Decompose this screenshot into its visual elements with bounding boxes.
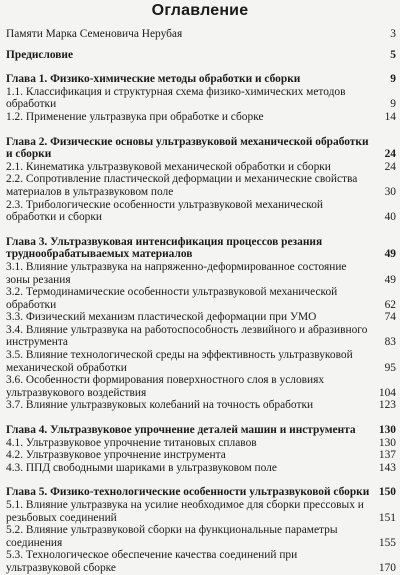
toc-entry-text: Предисловие: [6, 48, 74, 61]
toc-page-number: 9: [390, 73, 396, 86]
toc-entry-text: 5.3. Технологическое обеспечение качества соединений при ультразвуковой сборке: [6, 549, 298, 574]
toc-entry-chapter-5: [6, 486, 396, 499]
toc-page-number: 130: [378, 424, 396, 437]
toc-entry-text: Глава 4. Ультразвуковое упрочнение деталей машин и инструмента: [6, 424, 356, 437]
spacer: [6, 41, 396, 49]
spacer: [6, 412, 396, 424]
toc-page-number: 170: [378, 561, 396, 574]
toc-entry-text: 3.7. Влияние ультразвуковых колебаний на точность обработки: [6, 399, 314, 412]
toc-entry-text: 2.1. Кинематика ультразвуковой механической обработки и сборки: [6, 160, 331, 173]
toc-entry-section-3-3: [6, 311, 396, 324]
toc-entry-text: 3.2. Термодинамические особенности ультразвуковой механической обработки: [6, 286, 338, 311]
toc-entry-text: 5.1. Влияние ультразвука на усилие необходимое для сборки прессовых и резьбовых соединений: [6, 499, 364, 524]
toc-page-number: 137: [378, 449, 396, 462]
toc-page-number: 24: [384, 148, 396, 161]
toc-entry-text: 2.3. Трибологические особенности ультразвуковой механической обработки и сборки: [6, 198, 324, 224]
toc-entry-text: 4.1. Ультразвуковое упрочнение титановых сплавов: [6, 436, 257, 449]
toc-entry-section-5-3: [6, 549, 396, 574]
toc-entry-text: Глава 2. Физические основы ультразвуковой механической обработки и сборки: [6, 135, 369, 161]
toc-entry-section-1-2: [6, 111, 396, 124]
page-title: Оглавление: [151, 2, 249, 19]
toc-page-number: 130: [378, 436, 396, 449]
toc-page-number: 14: [384, 110, 396, 123]
toc-page-number: 24: [384, 160, 396, 173]
toc-entry-section-5-2: [6, 524, 396, 549]
toc-entry-text: 1.2. Применение ультразвука при обработке и сборке: [6, 110, 264, 123]
toc-page-number: 123: [378, 399, 396, 412]
spacer: [6, 61, 396, 73]
toc-entry-memorial: [6, 28, 396, 41]
toc-entry-text: 4.2. Ультразвуковое упрочнение инструмента: [6, 449, 226, 462]
toc-entry-text: Глава 5. Физико-технологические особенности ультразвуковой сборки: [6, 486, 370, 499]
spacer: [6, 124, 396, 136]
toc-page-number: 95: [384, 361, 396, 374]
toc-entry-chapter-2: [6, 136, 396, 161]
toc-entry-section-3-1: [6, 261, 396, 286]
toc-page-number: 5: [390, 48, 396, 61]
toc-entry-section-2-2: [6, 173, 396, 198]
toc-entry-text: 1.1. Классификация и структурная схема физико-химических методов обработки: [6, 85, 346, 111]
toc-page-number: 62: [384, 298, 396, 311]
toc-page-number: 49: [384, 273, 396, 286]
toc-page-number: 40: [384, 211, 396, 224]
toc-entry-text: 5.2. Влияние ультразвуковой сборки на функциональные параметры соединения: [6, 524, 338, 549]
toc-entry-text: 3.1. Влияние ультразвука на напряженно-деформированное состояние зоны резания: [6, 260, 347, 286]
toc-page-number: 74: [384, 311, 396, 324]
spacer: [6, 224, 396, 236]
toc-page-number: 3: [390, 28, 396, 40]
toc-entry-section-4-1: [6, 437, 396, 450]
toc-entry-chapter-1: [6, 73, 396, 86]
toc-entry-text: Глава 3. Ультразвуковая интенсификация процессов резания труднообрабатываемых материалов: [6, 235, 323, 261]
toc-page-number: 155: [378, 536, 396, 549]
toc-page-number: 150: [378, 486, 396, 499]
toc-entry-section-1-1: [6, 86, 396, 111]
toc-entry-text: 3.4. Влияние ультразвука на работоспособность лезвийного и абразивного инструмента: [6, 323, 368, 349]
toc-entry-text: 3.3. Физический механизм пластической деформации при УМО: [6, 311, 317, 324]
toc-entry-section-3-4: [6, 324, 396, 349]
toc-entry-text: 3.6. Особенности формирования поверхностного слоя в условиях ультразвукового воздействия: [6, 374, 325, 399]
table-of-contents: [6, 28, 396, 575]
toc-entry-preface: [6, 49, 396, 62]
toc-entry-text: Глава 1. Физико-химические методы обработки и сборки: [6, 73, 301, 86]
toc-entry-section-4-3: [6, 462, 396, 475]
toc-entry-section-3-7: [6, 399, 396, 412]
toc-entry-section-2-1: [6, 161, 396, 174]
spacer: [6, 474, 396, 486]
toc-page-number: 151: [378, 511, 396, 524]
toc-page-number: 83: [384, 336, 396, 349]
toc-entry-section-3-5: [6, 349, 396, 374]
toc-entry-text: Памяти Марка Семеновича Нерубая: [6, 28, 183, 40]
toc-page-number: 143: [378, 461, 396, 474]
toc-entry-chapter-4: [6, 424, 396, 437]
toc-entry-section-2-3: [6, 199, 396, 224]
toc-entry-text: 2.2. Сопротивление пластической деформации и механические свойства материалов в ультразвуковом поле: [6, 173, 358, 198]
toc-entry-section-5-1: [6, 499, 396, 524]
toc-page-number: 30: [384, 185, 396, 198]
toc-entry-text: 4.3. ППД свободными шариками в ультразвуковом поле: [6, 461, 277, 474]
toc-entry-section-4-2: [6, 449, 396, 462]
toc-page-number: 49: [384, 248, 396, 261]
toc-entry-chapter-3: [6, 236, 396, 261]
toc-entry-section-3-2: [6, 286, 396, 311]
toc-page-number: 104: [378, 386, 396, 399]
toc-page-number: 9: [390, 98, 396, 111]
toc-entry-text: 3.5. Влияние технологической среды на эффективность ультразвуковой механической обработки: [6, 349, 353, 374]
toc-entry-section-3-6: [6, 374, 396, 399]
